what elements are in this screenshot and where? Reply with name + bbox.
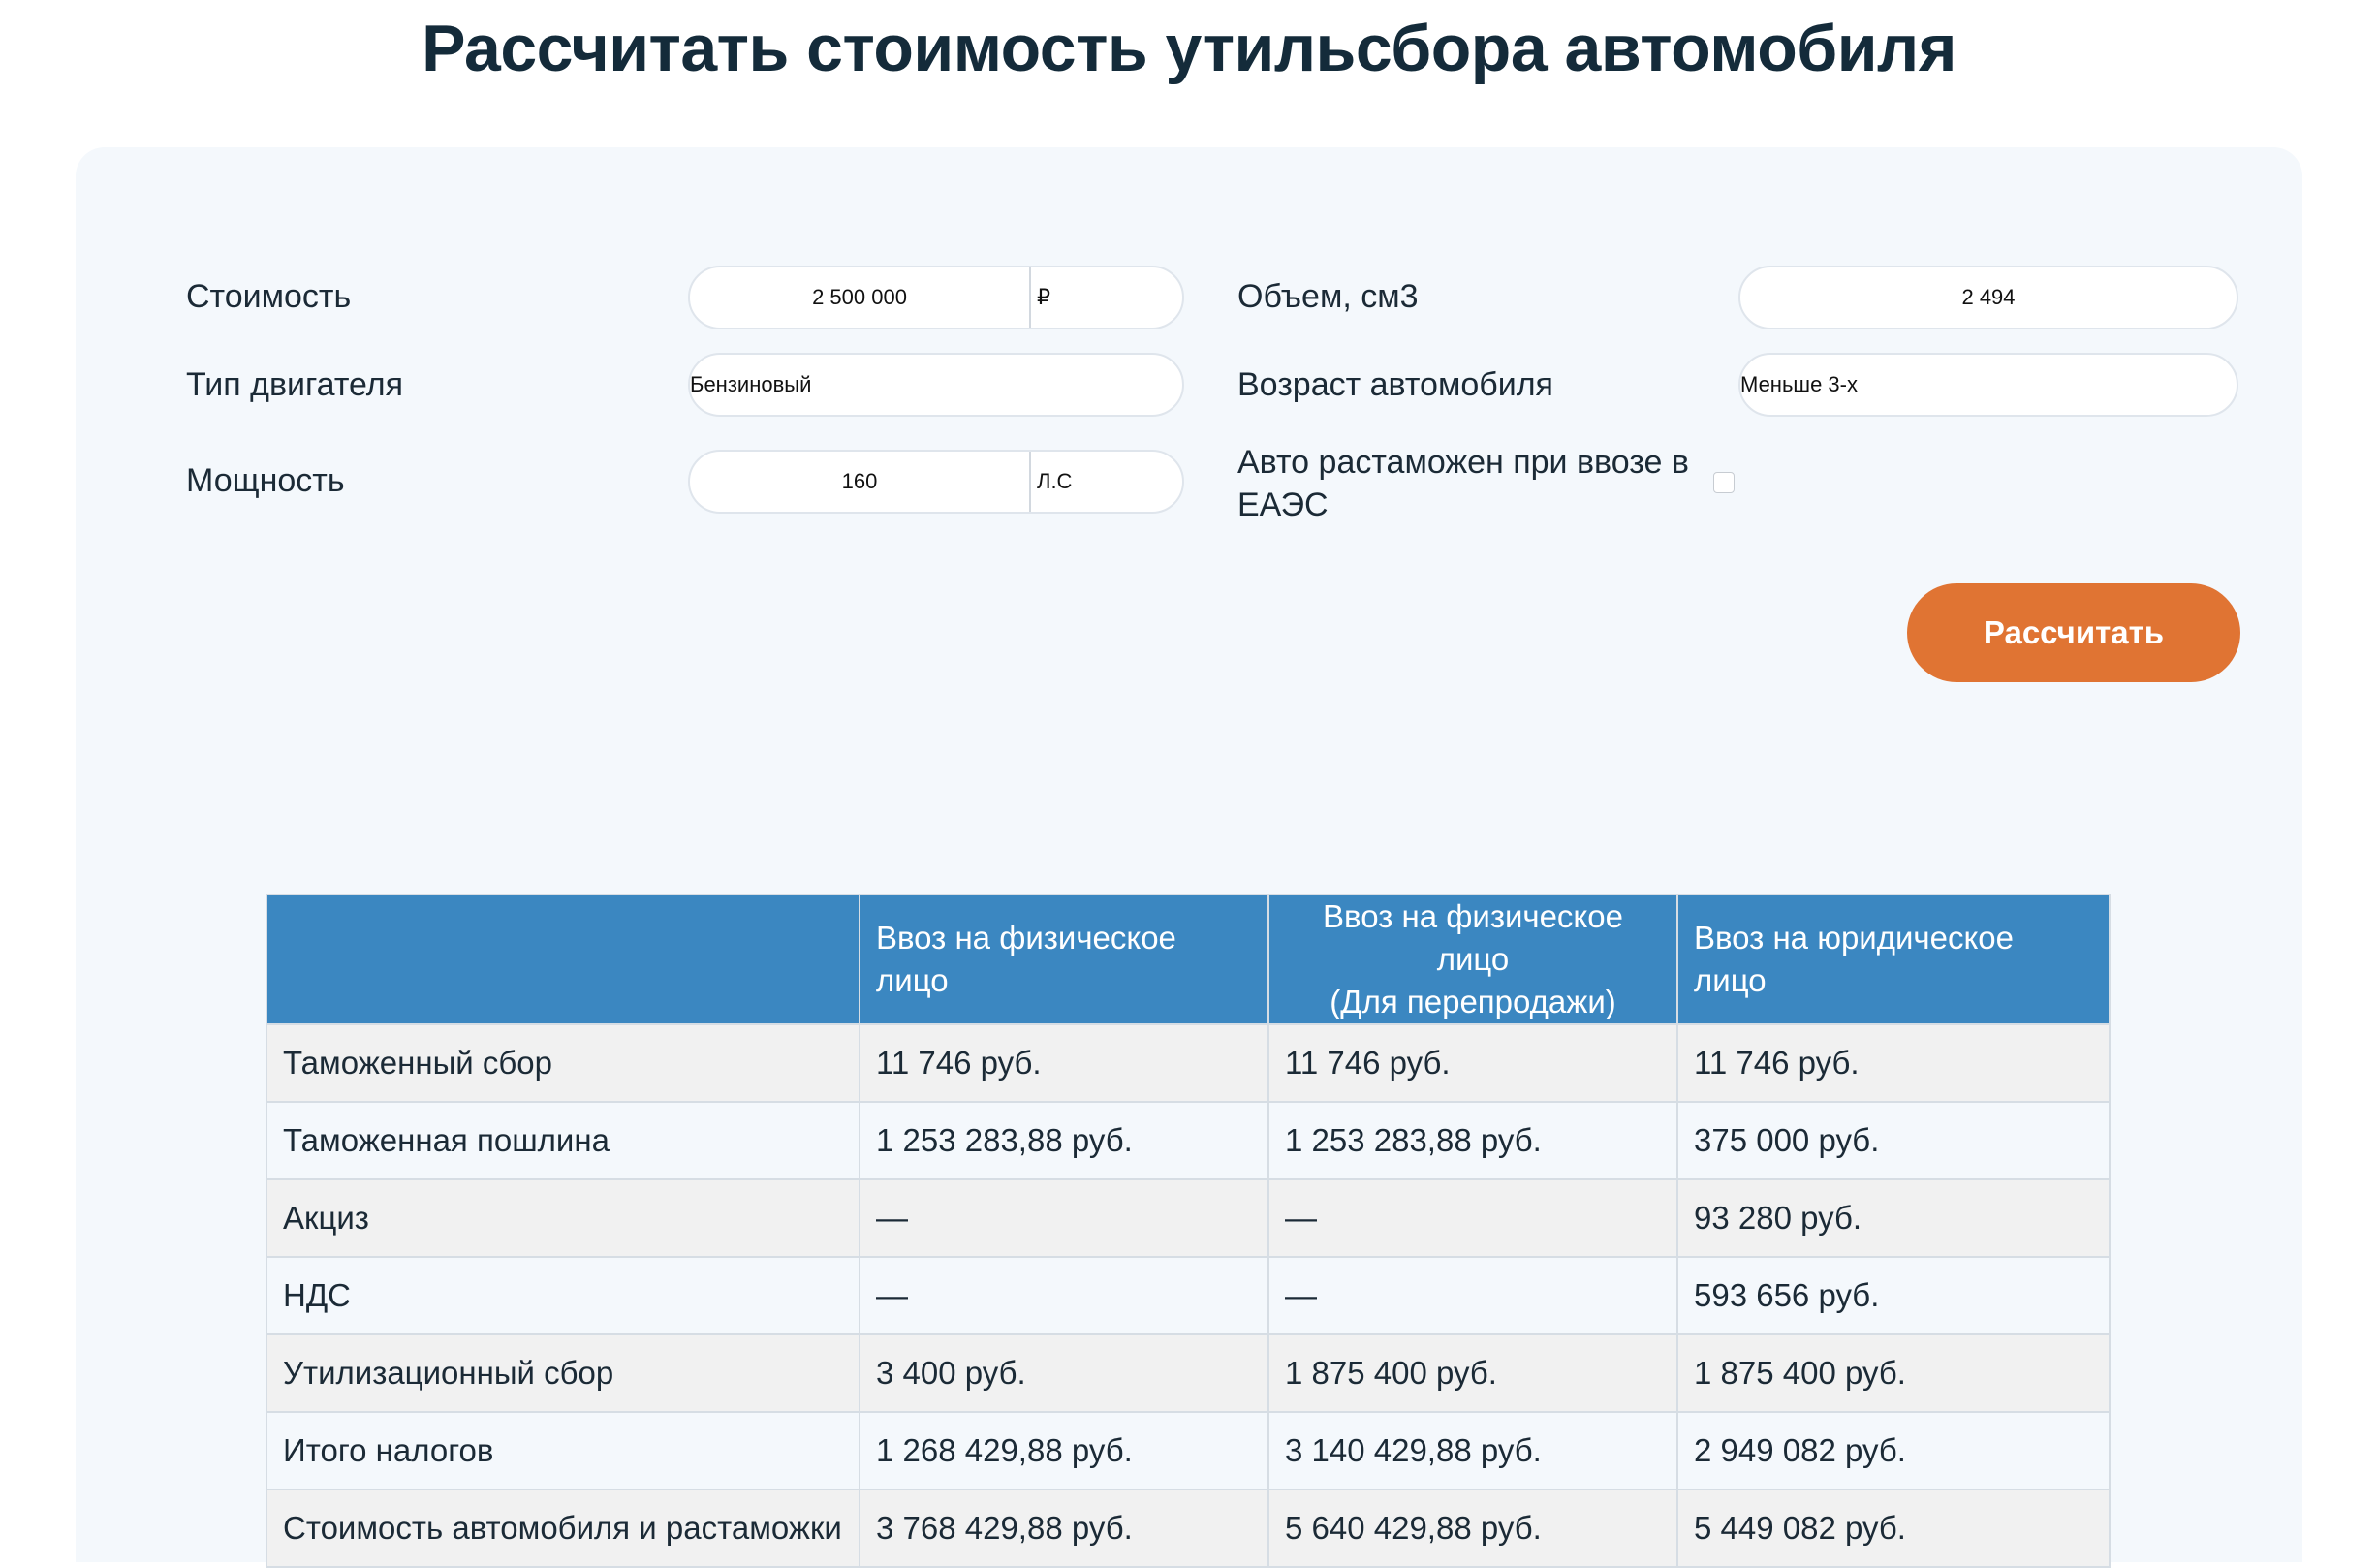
cell-individual: — bbox=[860, 1179, 1268, 1257]
engine-type-label: Тип двигателя bbox=[186, 366, 404, 403]
engine-type-value[interactable]: Бензиновый bbox=[690, 372, 812, 396]
page-title: Рассчитать стоимость утильсбора автомобиля bbox=[422, 12, 1956, 85]
power-input[interactable]: 160 bbox=[841, 469, 878, 493]
cell-resale: 1 875 400 руб. bbox=[1268, 1334, 1677, 1412]
table-row bbox=[266, 1257, 2110, 1334]
table-row bbox=[266, 1412, 2110, 1490]
eaeu-label-line2: ЕАЭС bbox=[1237, 486, 1329, 523]
cell-resale: — bbox=[1268, 1179, 1677, 1257]
power-unit: Л.С bbox=[1037, 469, 1073, 493]
table-row bbox=[266, 1179, 2110, 1257]
cost-currency: ₽ bbox=[1037, 285, 1050, 309]
cell-legal: 593 656 руб. bbox=[1677, 1257, 2110, 1334]
cell-individual: 1 253 283,88 руб. bbox=[860, 1102, 1268, 1179]
cell-resale: 11 746 руб. bbox=[1268, 1024, 1677, 1102]
eaeu-checkbox[interactable] bbox=[1713, 472, 1735, 493]
volume-input[interactable]: 2 494 bbox=[1961, 285, 2016, 309]
table-row bbox=[266, 1024, 2110, 1102]
table-row bbox=[266, 1102, 2110, 1179]
table-row bbox=[266, 1490, 2110, 1567]
cell-legal: 1 875 400 руб. bbox=[1677, 1334, 2110, 1412]
age-select[interactable] bbox=[1738, 353, 2238, 417]
cell-individual: 11 746 руб. bbox=[860, 1024, 1268, 1102]
cell-legal: 93 280 руб. bbox=[1677, 1179, 2110, 1257]
results-table bbox=[266, 894, 2111, 1568]
row-name: Таможенная пошлина bbox=[266, 1102, 860, 1179]
eaeu-label-line1: Авто растаможен при ввозе в bbox=[1237, 444, 1689, 481]
cell-legal: 11 746 руб. bbox=[1677, 1024, 2110, 1102]
table-row bbox=[266, 1334, 2110, 1412]
cell-resale: — bbox=[1268, 1257, 1677, 1334]
row-name: Таможенный сбор bbox=[266, 1024, 860, 1102]
table-header-resale bbox=[1268, 894, 1677, 1024]
age-value[interactable]: Меньше 3-х bbox=[1740, 372, 1858, 396]
cell-legal: 2 949 082 руб. bbox=[1677, 1412, 2110, 1490]
volume-field[interactable] bbox=[1738, 266, 2238, 329]
table-header-resale-line2: (Для перепродажи) bbox=[1330, 984, 1616, 1019]
table-header-resale-line1: Ввоз на физическое лицо bbox=[1323, 898, 1623, 977]
cost-label: Стоимость bbox=[186, 278, 352, 315]
power-label: Мощность bbox=[186, 462, 345, 499]
row-name: Акциз bbox=[266, 1179, 860, 1257]
cell-individual: 1 268 429,88 руб. bbox=[860, 1412, 1268, 1490]
calculate-button[interactable]: Рассчитать bbox=[1907, 583, 2240, 682]
cell-individual: — bbox=[860, 1257, 1268, 1334]
cell-legal: 375 000 руб. bbox=[1677, 1102, 2110, 1179]
cell-individual: 3 400 руб. bbox=[860, 1334, 1268, 1412]
cost-field[interactable] bbox=[688, 266, 1184, 329]
age-label: Возраст автомобиля bbox=[1237, 366, 1553, 403]
row-name: Итого налогов bbox=[266, 1412, 860, 1490]
volume-label: Объем, см3 bbox=[1237, 278, 1419, 315]
table-header-individual: Ввоз на физическое лицо bbox=[860, 894, 1268, 1024]
table-header-legal: Ввоз на юридическое лицо bbox=[1677, 894, 2110, 1024]
power-field[interactable] bbox=[688, 450, 1184, 514]
cell-resale: 1 253 283,88 руб. bbox=[1268, 1102, 1677, 1179]
cell-legal: 5 449 082 руб. bbox=[1677, 1490, 2110, 1567]
cost-input[interactable]: 2 500 000 bbox=[812, 285, 907, 309]
eaeu-label bbox=[1237, 441, 1689, 526]
cell-resale: 5 640 429,88 руб. bbox=[1268, 1490, 1677, 1567]
engine-type-select[interactable] bbox=[688, 353, 1184, 417]
table-header-empty bbox=[266, 894, 860, 1024]
table-header-row bbox=[266, 894, 2110, 1024]
cell-individual: 3 768 429,88 руб. bbox=[860, 1490, 1268, 1567]
row-name: НДС bbox=[266, 1257, 860, 1334]
row-name: Стоимость автомобиля и растаможки bbox=[266, 1490, 860, 1567]
cell-resale: 3 140 429,88 руб. bbox=[1268, 1412, 1677, 1490]
row-name: Утилизационный сбор bbox=[266, 1334, 860, 1412]
